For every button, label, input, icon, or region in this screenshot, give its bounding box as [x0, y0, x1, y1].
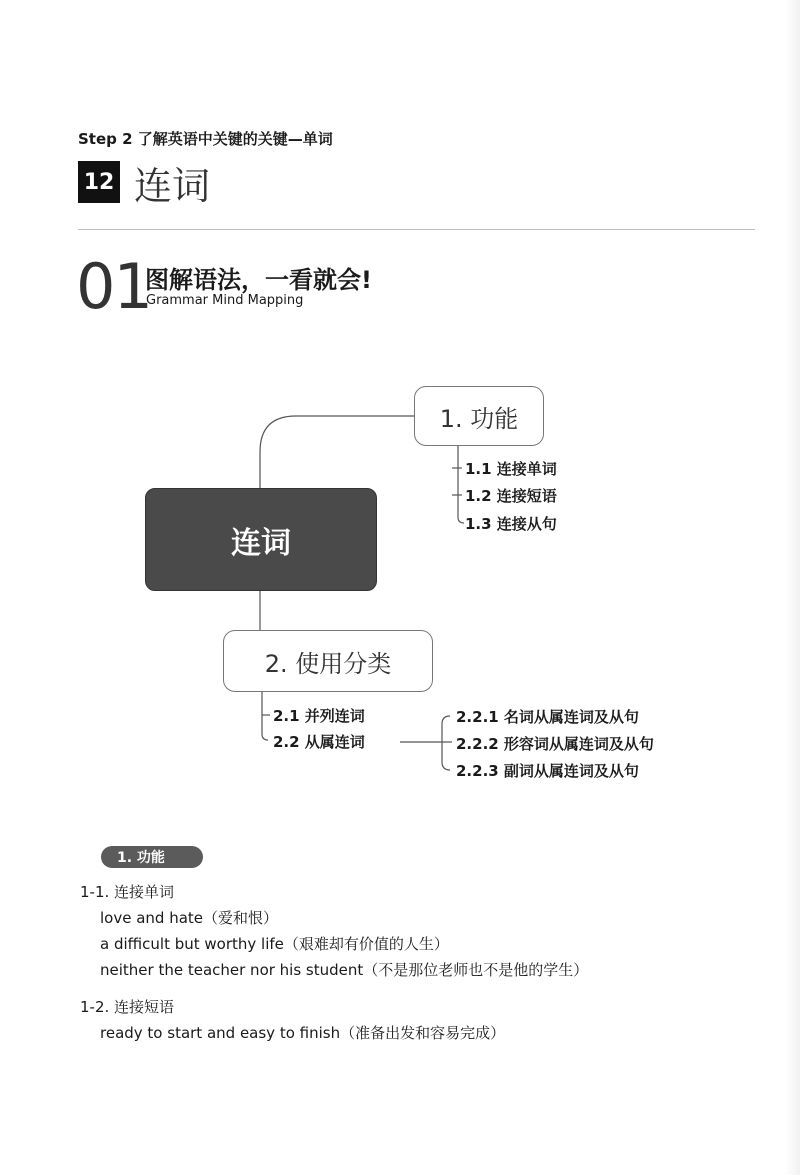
section-tag: 1. 功能 [101, 846, 203, 868]
step-heading: Step 2 了解英语中关键的关键—单词 [78, 130, 333, 148]
example-line: ready to start and easy to finish（准备出发和容易完成） [100, 1024, 506, 1042]
mind-map-leaf: 1.3 连接从句 [465, 515, 557, 533]
example-line: neither the teacher nor his student（不是那位老师也不是他的学生） [100, 961, 589, 979]
mind-map-root: 连词 [145, 488, 377, 591]
bracket-func [458, 446, 464, 523]
chapter-title: 连词 [134, 163, 211, 208]
mind-map-leaf: 2.1 并列连词 [273, 707, 365, 725]
bracket-usage [262, 692, 268, 740]
chapter-number-badge: 12 [78, 161, 120, 203]
mind-map-subleaf: 2.2.3 副词从属连词及从句 [456, 762, 639, 780]
example-line: love and hate（爱和恨） [100, 909, 279, 927]
bracket-sub [442, 716, 450, 770]
section-subtitle: Grammar Mind Mapping [146, 293, 304, 308]
divider [78, 229, 755, 230]
mind-map-branch-usage: 2. 使用分类 [223, 630, 433, 692]
mind-map-leaf: 2.2 从属连词 [273, 733, 365, 751]
page-edge [786, 0, 800, 1175]
item-heading: 1-1. 连接单词 [80, 883, 175, 901]
example-line: a difficult but worthy life（艰难却有价值的人生） [100, 935, 449, 953]
connector-root-func [260, 416, 414, 488]
chapter-heading [78, 160, 211, 208]
mind-map-leaf: 1.2 连接短语 [465, 487, 557, 505]
mind-map-branch-function: 1. 功能 [414, 386, 544, 446]
mind-map-leaf: 1.1 连接单词 [465, 460, 557, 478]
mind-map-subleaf: 2.2.1 名词从属连词及从句 [456, 708, 639, 726]
mind-map-subleaf: 2.2.2 形容词从属连词及从句 [456, 735, 654, 753]
item-heading: 1-2. 连接短语 [80, 998, 175, 1016]
section-number: 01 [76, 250, 151, 323]
section-title: 图解语法，一看就会! [145, 266, 372, 294]
